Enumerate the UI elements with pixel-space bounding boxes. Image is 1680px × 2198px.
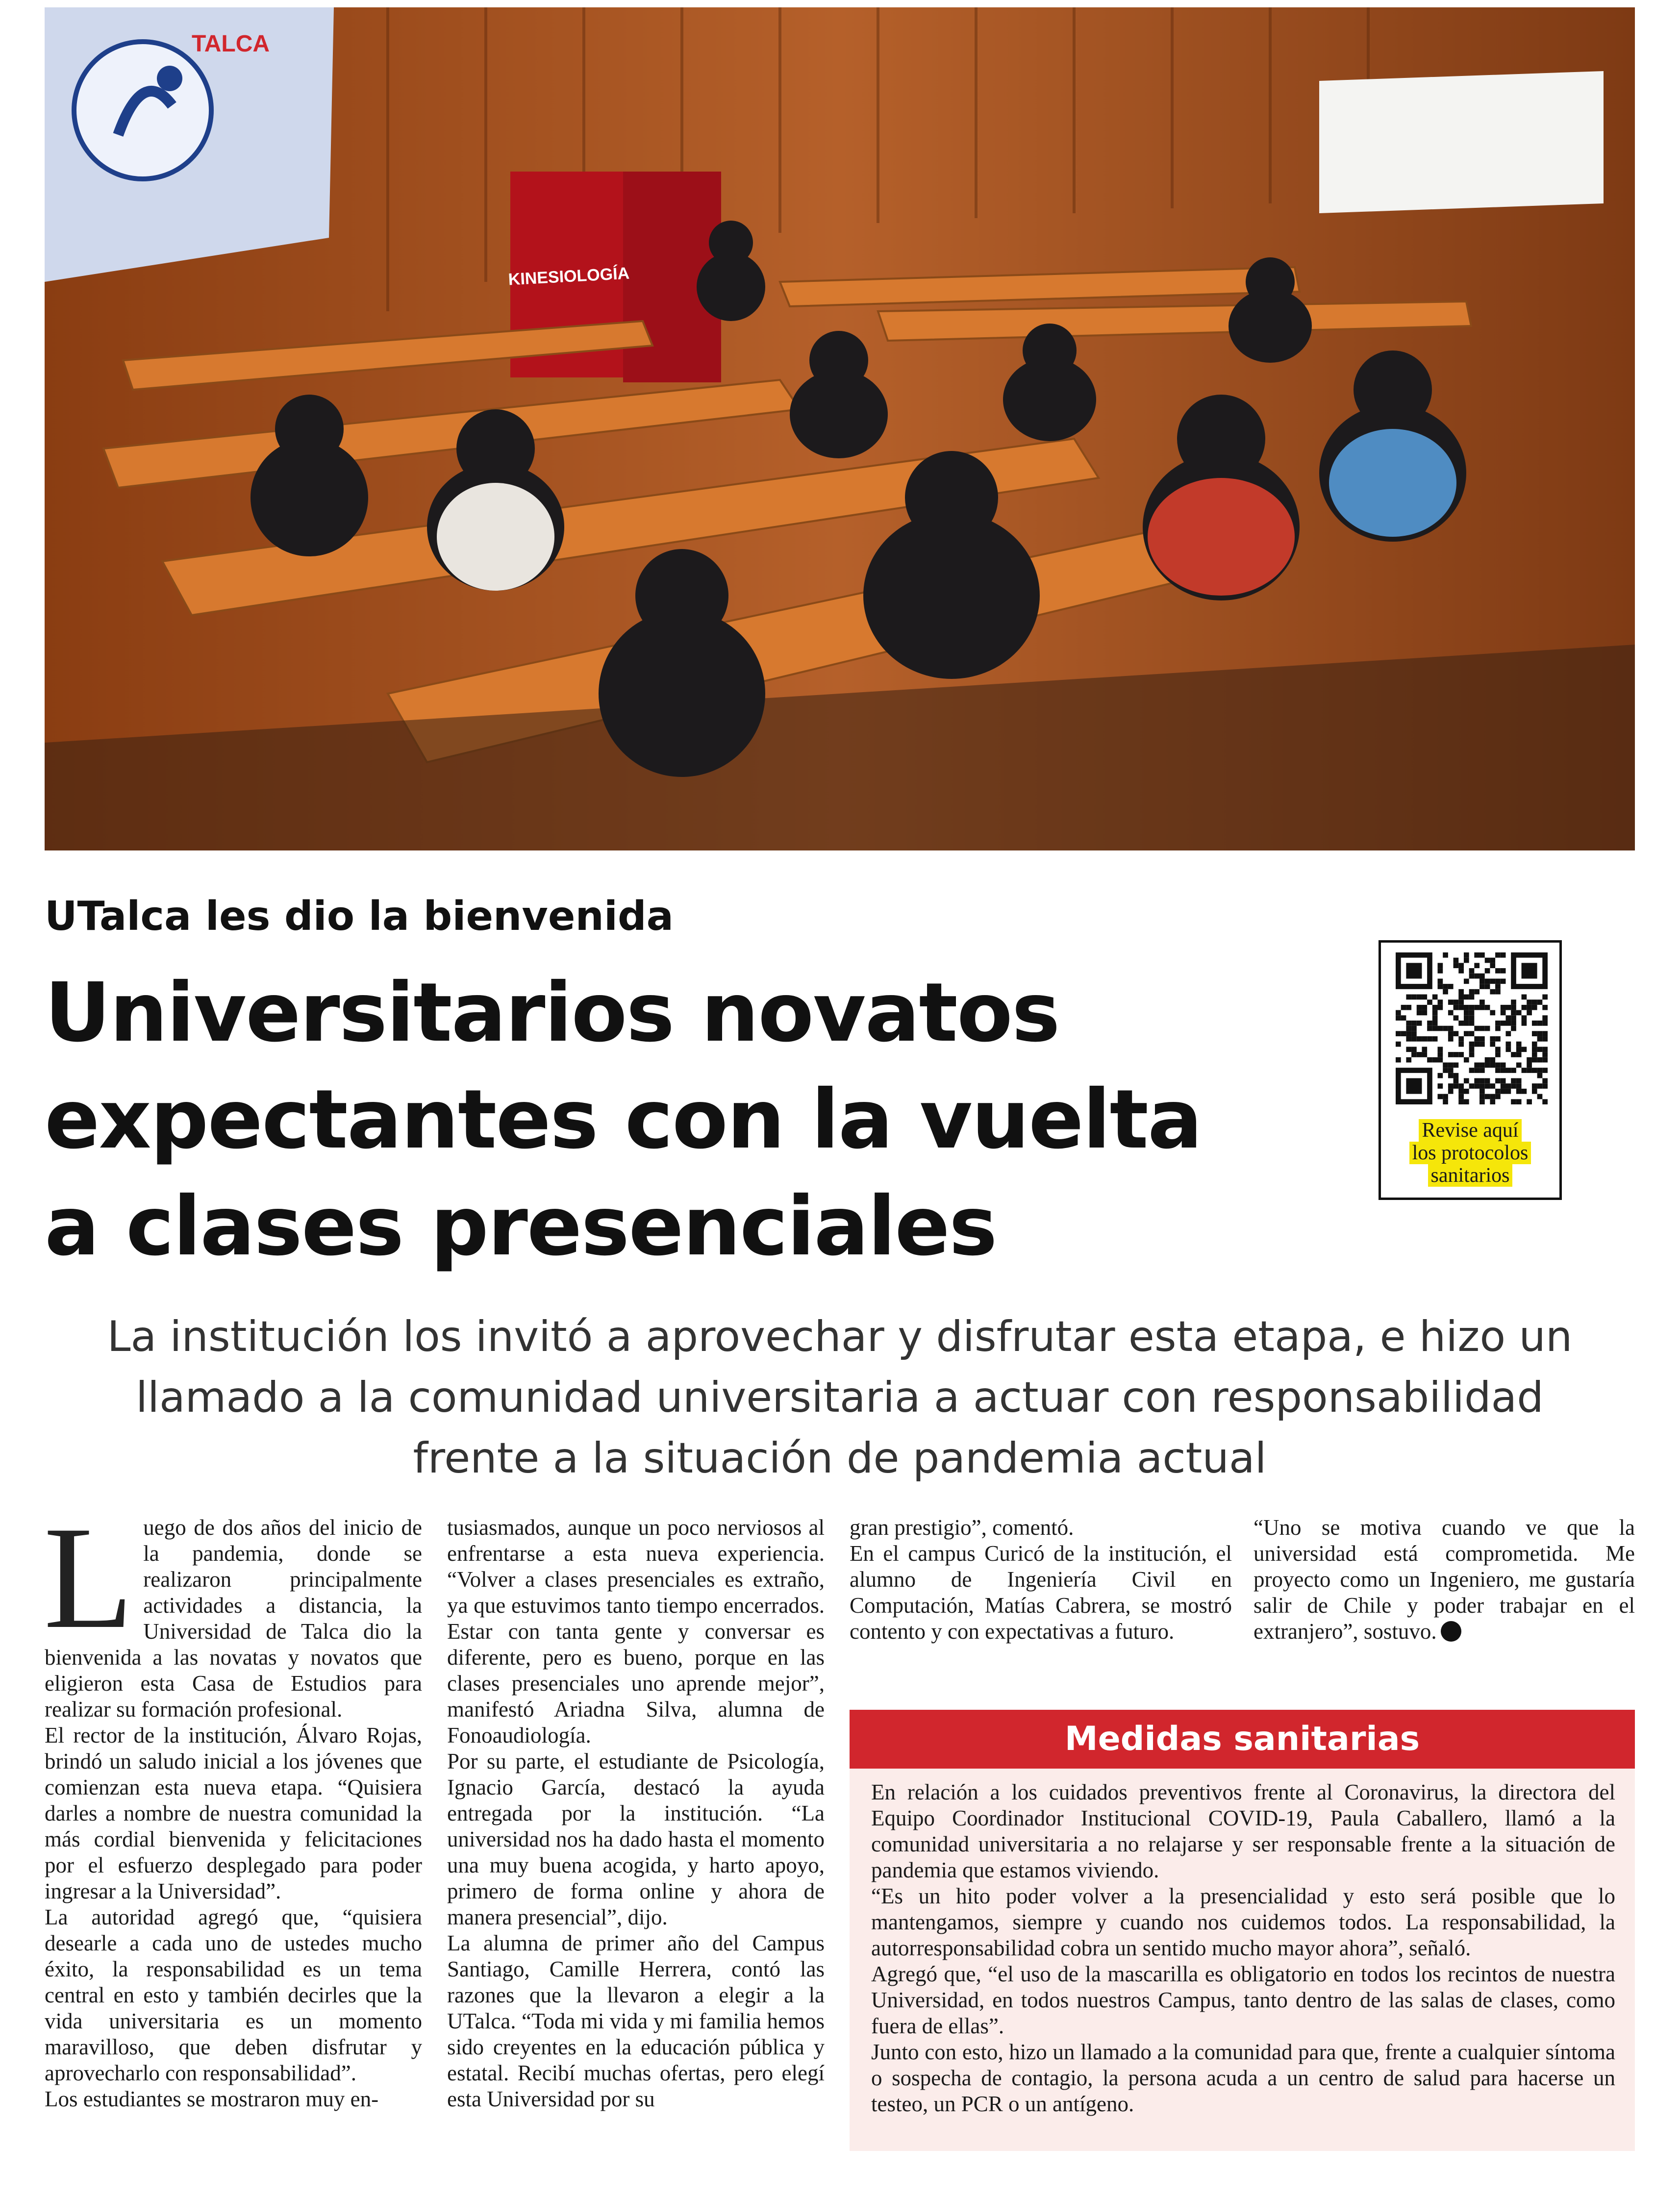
article-column-3 <box>850 1515 1232 1645</box>
article-paragraph: En el campus Curicó de la institución, el alumno de Ingeniería Civil en Computación, Matías Cabrera, se mostró contento y con expectativas a futuro. <box>850 1541 1232 1644</box>
sidebar-body <box>850 1769 1635 2151</box>
qr-box[interactable] <box>1379 940 1562 1200</box>
standfirst-line: llamado a la comunidad universitaria a actuar con responsabilidad <box>136 1373 1544 1422</box>
classroom-photo <box>45 7 1635 850</box>
article-paragraph: Por su parte, el estudiante de Psicología, Ignacio García, destacó la ayuda entregada por la institución. “La universidad nos ha dado hasta el momento una muy buena acogida, y harto apoyo, primero de forma online y ahora de manera presencial”, dijo. <box>447 1749 825 1929</box>
article-column-1 <box>44 1496 422 2112</box>
standfirst-line: La institución los invitó a aprovechar y disfrutar esta etapa, e hizo un <box>107 1312 1573 1361</box>
article-paragraph <box>1254 1515 1635 1645</box>
kicker: UTalca les dio la bienvenida <box>45 893 674 940</box>
qr-caption <box>1381 1119 1559 1187</box>
article-paragraph: El rector de la institución, Álvaro Rojas, brindó un saludo inicial a los jóvenes que comienzan esta nueva etapa. “Quisiera darles a nombre de nuestra comunidad la más cordial bienvenida y felicitaciones por el esfuerzo desplegado para poder ingresar a la Universidad”. <box>45 1723 422 1903</box>
sidebar-paragraph: En relación a los cuidados preventivos frente al Coronavirus, la directora del Equipo Coordinador Institucional COVID-19, Paula Caballero, llamó a la comunidad universitaria a no relajarse y ser responsable frente a la situación de pandemia que estamos viviendo. <box>871 1780 1615 1882</box>
article-column-4 <box>1254 1515 1635 1645</box>
closing-quote: “Uno se motiva cuando ve que la universidad está comprometida. Me proyecto como un Ingeniero, me gustaría salir de Chile y poder trabajar en el extranjero”, sostuvo. <box>1254 1515 1635 1644</box>
banner-text: KINESIOLOGÍA <box>507 264 630 289</box>
qr-caption-line: los protocolos <box>1409 1142 1531 1164</box>
article-paragraph: tusiasmados, aunque un poco nerviosos al enfrentarse a esta nueva experiencia. “Volver a clases presenciales es extraño, ya que estuvimos tanto tiempo encerrados. Estar con tanta gente y conversar es diferente, pero es bueno, porque en las clases presenciales uno aprende mejor”, manifestó Ariadna Silva, alumna de Fonoaudiología. <box>447 1515 825 1748</box>
sidebar-paragraph: Agregó que, “el uso de la mascarilla es obligatorio en todos los recintos de nuestra Universidad, en todos nuestros Campus, tanto dentro de las salas de clases, como fuera de ellas”. <box>871 1962 1615 2038</box>
qr-code-icon[interactable] <box>1396 952 1548 1104</box>
headline-line: a clases presenciales <box>45 1179 997 1274</box>
drop-cap: L <box>44 1496 134 1659</box>
article-paragraph: Los estudiantes se mostraron muy en- <box>45 2087 379 2111</box>
classroom-illustration <box>45 7 1635 850</box>
article-column-2 <box>447 1515 825 2112</box>
article-paragraph: La autoridad agregó que, “quisiera desearle a cada uno de ustedes mucho éxito, la responsabilidad es un tema central en esto y también decirles que la vida universitaria es un momento maravilloso, que deben disfrutar y aprovecharlo con responsabilidad”. <box>45 1905 422 2085</box>
screen-logo-text: TALCA <box>192 31 270 57</box>
qr-caption-line: Revise aquí <box>1419 1119 1521 1142</box>
sidebar-paragraph: “Es un hito poder volver a la presencialidad y esto será posible que lo mantengamos, siempre y cuando nos cuidemos todos. La responsabilidad, la autorresponsabilidad cobra un sentido mucho mayor ahora”, señaló. <box>871 1884 1615 1960</box>
headline-line: Universitarios novatos <box>45 966 1059 1060</box>
end-mark-icon <box>1441 1621 1461 1642</box>
sidebar-title: Medidas sanitarias <box>850 1710 1635 1769</box>
standfirst <box>45 1306 1635 1489</box>
article-paragraph: La alumna de primer año del Campus Santiago, Camille Herrera, contó las razones que la llevaron a elegir a la UTalca. “Toda mi vida y mi familia hemos sido creyentes en la educación pública y estatal. Recibí muchas ofertas, pero elegí esta Universidad por su <box>447 1931 825 2111</box>
standfirst-line: frente a la situación de pandemia actual <box>413 1434 1267 1483</box>
headline-line: expectantes con la vuelta <box>45 1073 1202 1167</box>
sidebar-paragraph: Junto con esto, hizo un llamado a la comunidad para que, frente a cualquier síntoma o sospecha de contagio, la persona acuda a un centro de salud para hacerse un testeo, un PCR o un antígeno. <box>871 2040 1615 2116</box>
headline <box>45 960 1368 1280</box>
article-paragraph: gran prestigio”, comentó. <box>850 1515 1074 1540</box>
whiteboard <box>1319 71 1604 213</box>
qr-caption-line: sanitarios <box>1428 1164 1513 1187</box>
article-paragraph: uego de dos años del inicio de la pandemia, donde se realizaron principalmente actividades a distancia, la Universidad de Talca dio la bienvenida a las novatas y novatos que eligieron esta Casa de Estudios para realizar su formación profesional. <box>45 1515 422 1722</box>
